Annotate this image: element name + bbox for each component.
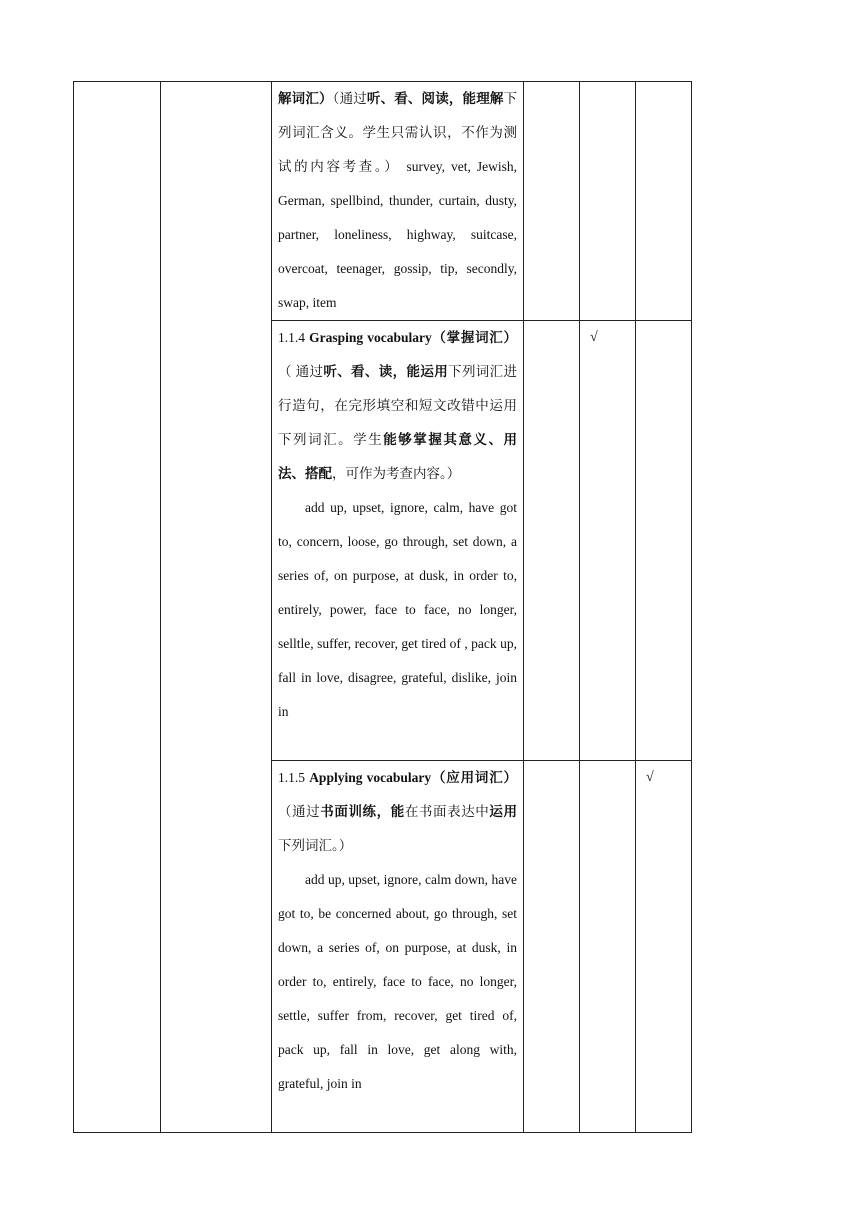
level-cell-2: [580, 321, 636, 761]
level-cell-1: [524, 82, 580, 321]
grasping-vocab-words: add up, upset, ignore, calm, have got to, concern, loose, go through, set down, a series of, on purpose, at dusk, in order to, entirely, power, face to face, no longer, selltle, suffer, recover, get tired of , pack up, fall in love, disagree, grateful, dislike, join in: [278, 500, 517, 719]
grasping-vocab-heading: 1.1.4 Grasping vocabulary（掌握词汇）（ 通过听、看、读，能运用下列词汇进行造句，在完形填空和短文改错中运用下列词汇。学生能够掌握其意义、用法、搭配，可作为考查内容。）: [278, 330, 518, 481]
check-mark: √: [590, 330, 598, 345]
content-cell: [272, 761, 524, 1133]
table-row: [74, 82, 692, 321]
content-cell: [272, 321, 524, 761]
applying-vocab-words: add up, upset, ignore, calm down, have got to, be concerned about, go through, set down, a series of, on purpose, at dusk, in order to, entirely, face to face, no longer, settle, suffer from, recover, get tired of, pack up, fall in love, get along with, grateful, join in: [278, 872, 517, 1091]
understanding-vocab-text: 解词汇）（通过听、看、阅读，能理解下列词汇含义。学生只需认识，不作为测试的内容考查。） survey, vet, Jewish, German, spellbind, thunder, curtain, dusty, partner, loneliness, highway, suitcase, overcoat, teenager, gossip, tip, secondly, swap, item: [278, 91, 518, 310]
level-cell-1: [524, 761, 580, 1133]
applying-vocab-heading: 1.1.5 Applying vocabulary（应用词汇）（通过书面训练，能在书面表达中运用下列词汇。）: [278, 770, 517, 853]
curriculum-table: [73, 81, 692, 1133]
level-cell-1: [524, 321, 580, 761]
level-cell-3: [636, 321, 692, 761]
check-mark: √: [646, 770, 654, 785]
content-cell: [272, 82, 524, 321]
level-cell-3: [636, 82, 692, 321]
level-cell-3: [636, 761, 692, 1133]
category-cell: [74, 82, 161, 1133]
subcategory-cell: [161, 82, 272, 1133]
level-cell-2: [580, 82, 636, 321]
level-cell-2: [580, 761, 636, 1133]
